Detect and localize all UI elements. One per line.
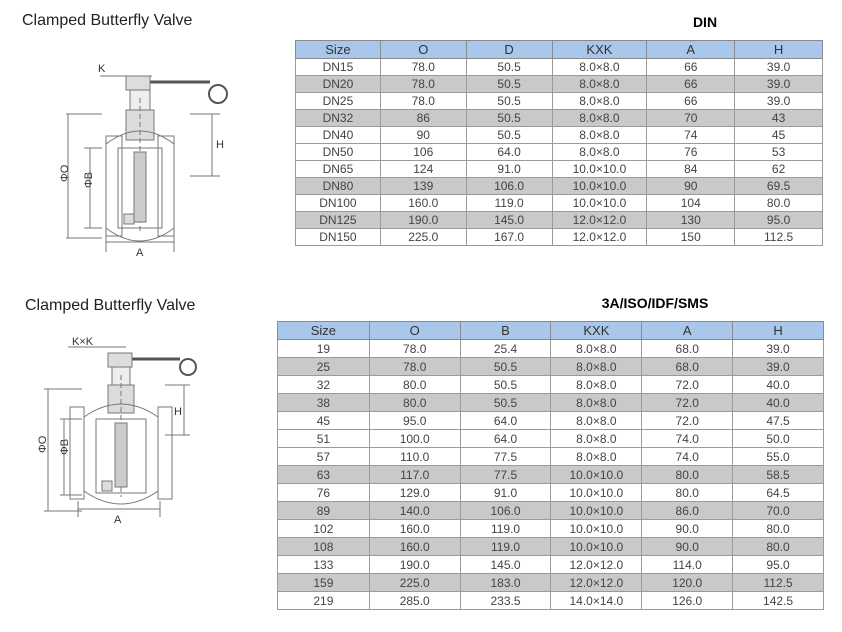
table-cell: 76	[647, 144, 735, 161]
table-cell: 12.0×12.0	[552, 229, 647, 246]
table-cell: 76	[278, 484, 370, 502]
table-cell: 8.0×8.0	[552, 144, 647, 161]
sms-label-o: ΦO	[37, 435, 49, 453]
sms-label-h: H	[174, 406, 182, 418]
table-cell: 78.0	[380, 76, 466, 93]
column-header: KXK	[551, 322, 642, 340]
table-row	[278, 502, 824, 520]
din-label-b: ΦB	[83, 171, 95, 188]
table-cell: 47.5	[733, 412, 824, 430]
table-row	[278, 376, 824, 394]
table-cell: 63	[278, 466, 370, 484]
table-row	[296, 229, 823, 246]
table-cell: 57	[278, 448, 370, 466]
table-row	[278, 358, 824, 376]
table-cell: 10.0×10.0	[552, 178, 647, 195]
table-cell: 80.0	[369, 376, 460, 394]
table-cell: 80.0	[733, 520, 824, 538]
table-cell: 90.0	[642, 520, 733, 538]
table-cell: 8.0×8.0	[551, 376, 642, 394]
table-row	[278, 466, 824, 484]
table-row	[278, 430, 824, 448]
table-cell: 80.0	[733, 538, 824, 556]
table-cell: 130	[647, 212, 735, 229]
table-cell: DN80	[296, 178, 381, 195]
table-cell: 91.0	[466, 161, 552, 178]
table-cell: 74.0	[642, 430, 733, 448]
sms-table-heading: 3A/ISO/IDF/SMS	[601, 295, 709, 311]
table-cell: 8.0×8.0	[552, 93, 647, 110]
table-cell: 190.0	[380, 212, 466, 229]
table-cell: 8.0×8.0	[552, 127, 647, 144]
din-label-o: ΦO	[59, 164, 71, 182]
table-cell: 78.0	[369, 340, 460, 358]
header-row	[278, 322, 824, 340]
table-cell: 39.0	[735, 76, 823, 93]
table-cell: 70	[647, 110, 735, 127]
table-cell: 233.5	[460, 592, 551, 610]
header-row	[296, 41, 823, 59]
column-header: Size	[278, 322, 370, 340]
sms-label-b: ΦB	[59, 438, 71, 455]
table-row	[296, 93, 823, 110]
table-cell: 10.0×10.0	[551, 466, 642, 484]
table-row	[278, 520, 824, 538]
table-cell: 80.0	[642, 466, 733, 484]
table-cell: 50.5	[460, 376, 551, 394]
table-cell: 78.0	[380, 93, 466, 110]
table-row	[278, 412, 824, 430]
sms-label-k: K×K	[72, 336, 94, 348]
table-cell: 64.0	[466, 144, 552, 161]
table-cell: 53	[735, 144, 823, 161]
table-cell: 77.5	[460, 466, 551, 484]
table-cell: 84	[647, 161, 735, 178]
table-cell: 50.5	[466, 127, 552, 144]
table-cell: 112.5	[735, 229, 823, 246]
table-cell: 91.0	[460, 484, 551, 502]
table-cell: 77.5	[460, 448, 551, 466]
table-cell: 25	[278, 358, 370, 376]
table-cell: DN40	[296, 127, 381, 144]
column-header: B	[460, 322, 551, 340]
table-cell: 70.0	[733, 502, 824, 520]
table-cell: 129.0	[369, 484, 460, 502]
table-cell: 10.0×10.0	[551, 520, 642, 538]
table-cell: 183.0	[460, 574, 551, 592]
table-cell: 225.0	[369, 574, 460, 592]
table-cell: DN65	[296, 161, 381, 178]
table-cell: 50.5	[460, 394, 551, 412]
table-row	[296, 195, 823, 212]
table-row	[278, 394, 824, 412]
table-cell: 108	[278, 538, 370, 556]
table-row	[278, 592, 824, 610]
table-cell: 8.0×8.0	[551, 448, 642, 466]
table-cell: 150	[647, 229, 735, 246]
table-cell: 64.0	[460, 430, 551, 448]
table-cell: 66	[647, 76, 735, 93]
table-cell: 8.0×8.0	[551, 394, 642, 412]
column-header: D	[466, 41, 552, 59]
table-cell: 160.0	[380, 195, 466, 212]
table-cell: 72.0	[642, 376, 733, 394]
table-cell: 95.0	[369, 412, 460, 430]
table-cell: 12.0×12.0	[551, 556, 642, 574]
table-cell: 10.0×10.0	[551, 538, 642, 556]
table-cell: 39.0	[733, 358, 824, 376]
table-cell: 40.0	[733, 394, 824, 412]
table-cell: 40.0	[733, 376, 824, 394]
table-cell: 74	[647, 127, 735, 144]
table-row	[296, 144, 823, 161]
table-cell: DN15	[296, 59, 381, 76]
table-row	[278, 484, 824, 502]
table-cell: 102	[278, 520, 370, 538]
table-cell: 117.0	[369, 466, 460, 484]
table-cell: 39.0	[733, 340, 824, 358]
table-cell: 72.0	[642, 394, 733, 412]
table-cell: 55.0	[733, 448, 824, 466]
table-cell: 8.0×8.0	[551, 430, 642, 448]
column-header: H	[735, 41, 823, 59]
table-cell: 106.0	[466, 178, 552, 195]
table-cell: 114.0	[642, 556, 733, 574]
table-cell: 38	[278, 394, 370, 412]
table-row	[278, 448, 824, 466]
table-cell: 10.0×10.0	[551, 484, 642, 502]
table-cell: 110.0	[369, 448, 460, 466]
table-cell: 285.0	[369, 592, 460, 610]
table-cell: 25.4	[460, 340, 551, 358]
table-cell: 159	[278, 574, 370, 592]
table-cell: 8.0×8.0	[552, 59, 647, 76]
table-cell: 119.0	[466, 195, 552, 212]
table-cell: 160.0	[369, 520, 460, 538]
table-cell: DN50	[296, 144, 381, 161]
table-row	[278, 574, 824, 592]
table-cell: 112.5	[733, 574, 824, 592]
table-cell: 133	[278, 556, 370, 574]
table-cell: 45	[735, 127, 823, 144]
table-cell: 190.0	[369, 556, 460, 574]
table-cell: 68.0	[642, 340, 733, 358]
table-cell: DN100	[296, 195, 381, 212]
table-cell: 62	[735, 161, 823, 178]
table-cell: 139	[380, 178, 466, 195]
table-cell: 74.0	[642, 448, 733, 466]
table-cell: 64.5	[733, 484, 824, 502]
table-cell: 10.0×10.0	[552, 161, 647, 178]
table-cell: 10.0×10.0	[551, 502, 642, 520]
table-cell: 124	[380, 161, 466, 178]
table-cell: 95.0	[735, 212, 823, 229]
din-label-h: H	[216, 139, 224, 151]
din-section-title: Clamped Butterfly Valve	[22, 12, 193, 29]
column-header: Size	[296, 41, 381, 59]
table-cell: 100.0	[369, 430, 460, 448]
table-cell: 104	[647, 195, 735, 212]
table-cell: 8.0×8.0	[551, 340, 642, 358]
table-cell: 145.0	[466, 212, 552, 229]
table-cell: 39.0	[735, 59, 823, 76]
table-cell: 50.5	[460, 358, 551, 376]
table-cell: 90	[647, 178, 735, 195]
table-cell: 12.0×12.0	[551, 574, 642, 592]
din-valve-drawing	[40, 58, 240, 258]
table-cell: 14.0×14.0	[551, 592, 642, 610]
din-spec-table	[295, 40, 823, 246]
table-cell: 50.5	[466, 59, 552, 76]
table-row	[278, 340, 824, 358]
table-cell: 80.0	[735, 195, 823, 212]
table-row	[296, 212, 823, 229]
table-cell: DN32	[296, 110, 381, 127]
table-cell: 219	[278, 592, 370, 610]
column-header: A	[642, 322, 733, 340]
table-cell: 120.0	[642, 574, 733, 592]
din-label-a: A	[136, 247, 144, 258]
column-header: A	[647, 41, 735, 59]
table-cell: 140.0	[369, 502, 460, 520]
table-cell: 142.5	[733, 592, 824, 610]
table-cell: 45	[278, 412, 370, 430]
table-cell: 32	[278, 376, 370, 394]
table-row	[296, 178, 823, 195]
table-cell: 64.0	[460, 412, 551, 430]
table-cell: 145.0	[460, 556, 551, 574]
table-cell: 58.5	[733, 466, 824, 484]
table-cell: 126.0	[642, 592, 733, 610]
table-row	[296, 127, 823, 144]
table-cell: 225.0	[380, 229, 466, 246]
table-cell: 12.0×12.0	[552, 212, 647, 229]
table-cell: 119.0	[460, 538, 551, 556]
table-cell: 51	[278, 430, 370, 448]
table-cell: 69.5	[735, 178, 823, 195]
table-row	[296, 76, 823, 93]
table-row	[296, 161, 823, 178]
table-cell: 95.0	[733, 556, 824, 574]
table-cell: 167.0	[466, 229, 552, 246]
table-cell: 8.0×8.0	[552, 110, 647, 127]
table-cell: 8.0×8.0	[551, 358, 642, 376]
table-row	[296, 59, 823, 76]
table-cell: DN125	[296, 212, 381, 229]
table-cell: 78.0	[369, 358, 460, 376]
table-row	[278, 538, 824, 556]
column-header: KXK	[552, 41, 647, 59]
table-cell: 39.0	[735, 93, 823, 110]
table-cell: 66	[647, 93, 735, 110]
table-cell: 80.0	[369, 394, 460, 412]
table-cell: 50.5	[466, 93, 552, 110]
table-cell: 50.5	[466, 76, 552, 93]
column-header: H	[733, 322, 824, 340]
table-cell: 86.0	[642, 502, 733, 520]
table-cell: 10.0×10.0	[552, 195, 647, 212]
table-row	[278, 556, 824, 574]
column-header: O	[380, 41, 466, 59]
table-cell: 90	[380, 127, 466, 144]
table-cell: 86	[380, 110, 466, 127]
table-cell: 72.0	[642, 412, 733, 430]
table-cell: 89	[278, 502, 370, 520]
table-cell: 8.0×8.0	[552, 76, 647, 93]
table-cell: 78.0	[380, 59, 466, 76]
table-cell: 50.5	[466, 110, 552, 127]
sms-section-title: Clamped Butterfly Valve	[25, 297, 196, 314]
table-row	[296, 110, 823, 127]
table-cell: 50.0	[733, 430, 824, 448]
table-cell: 8.0×8.0	[551, 412, 642, 430]
table-cell: 106.0	[460, 502, 551, 520]
table-cell: 19	[278, 340, 370, 358]
din-table-heading: DIN	[692, 14, 718, 30]
table-cell: DN20	[296, 76, 381, 93]
din-label-k: K	[98, 63, 106, 75]
table-cell: DN150	[296, 229, 381, 246]
table-cell: 106	[380, 144, 466, 161]
table-cell: 43	[735, 110, 823, 127]
sms-valve-drawing	[30, 335, 230, 525]
table-cell: 119.0	[460, 520, 551, 538]
table-cell: DN25	[296, 93, 381, 110]
table-cell: 90.0	[642, 538, 733, 556]
table-cell: 66	[647, 59, 735, 76]
table-cell: 68.0	[642, 358, 733, 376]
table-cell: 160.0	[369, 538, 460, 556]
sms-spec-table	[277, 321, 824, 610]
sms-label-a: A	[114, 514, 122, 525]
column-header: O	[369, 322, 460, 340]
table-cell: 80.0	[642, 484, 733, 502]
